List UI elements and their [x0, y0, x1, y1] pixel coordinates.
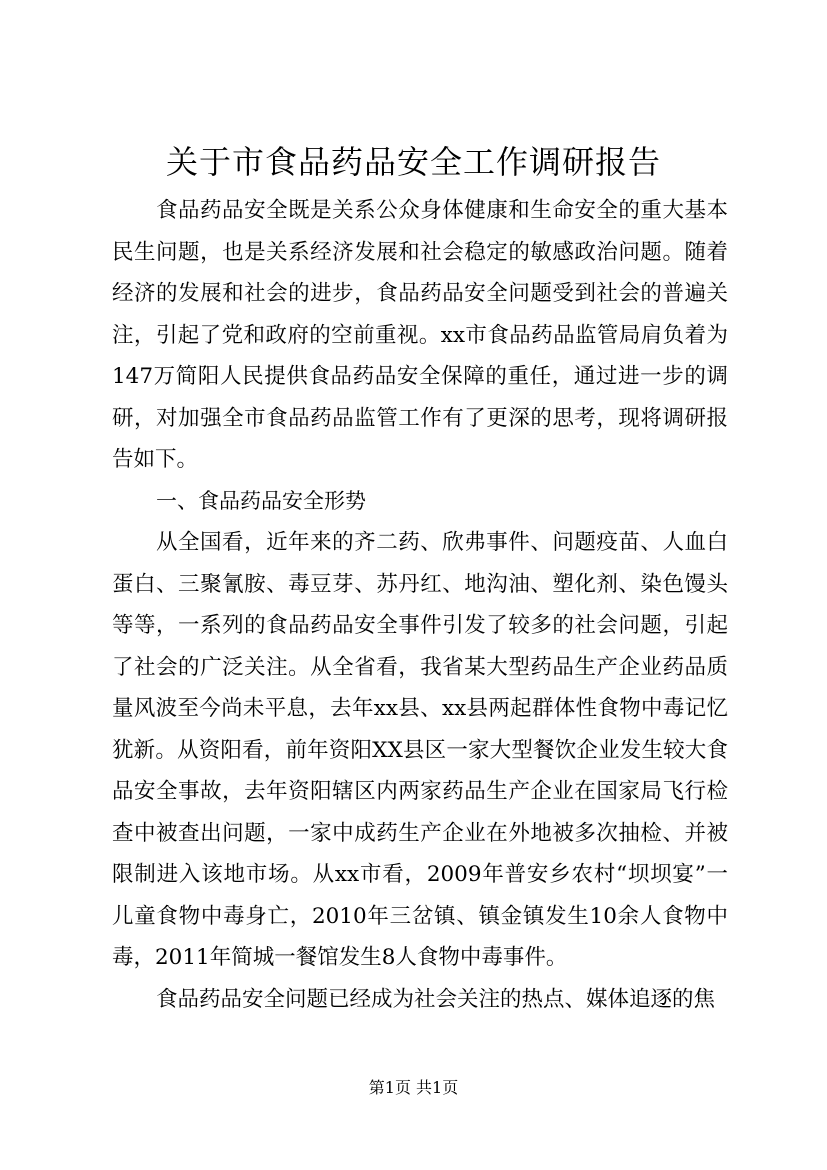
page-number-footer: 第1页 共1页 [368, 1078, 459, 1097]
paragraph-intro: 食品药品安全既是关系公众身体健康和生命安全的重大基本民生问题，也是关系经济发展和社会稳定的敏感政治问题。随着经济的发展和社会的进步，食品药品安全问题受到社会的普遍关注，引起了党和政府的空前重视。xx市食品药品监管局肩负着为147万简阳人民提供食品药品安全保障的重任，通过进一步的调研，对加强全市食品药品监管工作有了更深的思考，现将调研报告如下。 [112, 198, 728, 472]
paragraph-safety-situation: 从全国看，近年来的齐二药、欣弗事件、问题疫苗、人血白蛋白、三聚氰胺、毒豆芽、苏丹红、地沟油、塑化剂、染色馒头等等，一系列的食品药品安全事件引发了较多的社会问题，引起了社会的广泛关注。从全省看，我省某大型药品生产企业药品质量风波至今尚未平息，去年xx县、xx县两起群体性食物中毒记忆犹新。从资阳看，前年资阳XX县区一家大型餐饮企业发生较大食品安全事故，去年资阳辖区内两家药品生产企业在国家局飞行检查中被查出问题，一家中成药生产企业在外地被多次抽检、并被限制进入该地市场。从xx市看，2009年普安乡农村“坝坝宴”一儿童食物中毒身亡，2010年三岔镇、镇金镇发生10余人食物中毒，2011年简城一餐馆发生8人食物中毒事件。 [112, 530, 728, 970]
paragraph-hotspot: 食品药品安全问题已经成为社会关注的热点、媒体追逐的焦 [156, 986, 716, 1012]
section-heading-safety-situation: 一、食品药品安全形势 [156, 488, 366, 513]
document-body [112, 190, 728, 1020]
document-title: 关于市食品药品安全工作调研报告 [165, 143, 661, 181]
